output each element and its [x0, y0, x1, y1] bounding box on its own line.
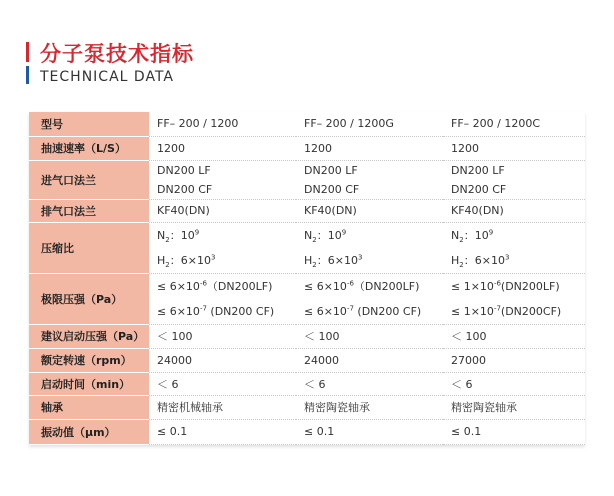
cell-line: $N_2$：$10^9$: [304, 227, 347, 244]
table-cell: [443, 160, 585, 199]
table-cell: ＜ 6: [296, 372, 443, 395]
cell-line: DN200 LF: [451, 163, 505, 177]
row-label: 型号: [29, 112, 149, 136]
page-title: 分子泵技术指标: [40, 42, 194, 66]
cell-line: DN200 CF: [304, 182, 360, 196]
cell-line: DN200 LF: [304, 163, 358, 177]
table-cell: 精密机械轴承: [149, 395, 296, 419]
table-row-rated-speed: [29, 348, 585, 372]
table-cell: [149, 273, 296, 324]
table-cell: FF– 200 / 1200G: [296, 112, 443, 136]
row-label: 极限压强（Pa）: [29, 273, 149, 324]
table-cell: 精密陶瓷轴承: [296, 395, 443, 419]
table-cell: FF– 200 / 1200: [149, 112, 296, 136]
table-cell: FF– 200 / 1200C: [443, 112, 585, 136]
table-row-start-time: [29, 372, 585, 395]
table-cell: ＜ 6: [443, 372, 585, 395]
table-cell: [443, 273, 585, 324]
table-cell: [149, 222, 296, 273]
table-row-compression-ratio: [29, 222, 585, 273]
header-accent-bar-blue: [26, 66, 29, 84]
table-row-pumping-speed: [29, 136, 585, 160]
table-cell: 24000: [149, 348, 296, 372]
table-cell: 1200: [149, 136, 296, 160]
table-cell: ≤ 0.1: [149, 419, 296, 444]
row-label: 压缩比: [29, 222, 149, 273]
page-subtitle: TECHNICAL DATA: [40, 69, 174, 85]
table-cell: KF40(DN): [149, 199, 296, 222]
table-cell: ≤ 0.1: [296, 419, 443, 444]
row-label: 排气口法兰: [29, 199, 149, 222]
cell-line: ≤ $6\times 10^{-7}$ (DN200 CF): [304, 303, 422, 318]
table-cell: 1200: [296, 136, 443, 160]
cell-line: $N_2$：$10^9$: [157, 227, 200, 244]
table-cell: [443, 222, 585, 273]
cell-line: $H_2$：$6\times 10^3$: [157, 252, 216, 269]
table-row-vibration: [29, 419, 585, 444]
cell-line: ≤ $6\times 10^{-6}(DN200LF)$: [304, 278, 420, 293]
cell-line: ≤ $6\times 10^{-7}$ (DN200 CF): [157, 303, 275, 318]
table-row-model: [29, 112, 585, 136]
spec-table: [29, 112, 585, 445]
table-row-exhaust-flange: [29, 199, 585, 222]
cell-line: ≤ $6\times 10^{-6}(DN200LF)$: [157, 278, 273, 293]
table-cell: ＜ 6: [149, 372, 296, 395]
cell-line: ≤ $1\times 10^{-7}(DN200CF)$: [451, 303, 562, 318]
cell-line: $H_2$：$6\times 10^3$: [451, 252, 510, 269]
header-accent-bar-red: [26, 42, 29, 62]
cell-line: $H_2$：$6\times 10^3$: [304, 252, 363, 269]
table-cell: 精密陶瓷轴承: [443, 395, 585, 419]
row-label: 进气口法兰: [29, 160, 149, 199]
row-label: 启动时间（min）: [29, 372, 149, 395]
table-cell: KF40(DN): [443, 199, 585, 222]
cell-line: DN200 CF: [451, 182, 507, 196]
row-label: 额定转速（rpm）: [29, 348, 149, 372]
table-row-bearing: [29, 395, 585, 419]
cell-line: DN200 LF: [157, 163, 211, 177]
table-cell: 27000: [443, 348, 585, 372]
row-label: 振动值（μm）: [29, 419, 149, 444]
cell-line: $N_2$：$10^9$: [451, 227, 494, 244]
row-label: 轴承: [29, 395, 149, 419]
table-cell: [296, 222, 443, 273]
table-cell: [296, 273, 443, 324]
table-cell: ＜ 100: [149, 324, 296, 348]
table-cell: [296, 160, 443, 199]
table-cell: ＜ 100: [443, 324, 585, 348]
cell-line: ≤ $1\times 10^{-6}(DN200LF)$: [451, 278, 560, 293]
table-row-inlet-flange: [29, 160, 585, 199]
table-row-ultimate-pressure: [29, 273, 585, 324]
cell-line: DN200 CF: [157, 182, 213, 196]
row-label: 抽速速率（L/S）: [29, 136, 149, 160]
table-cell: [149, 160, 296, 199]
table-cell: KF40(DN): [296, 199, 443, 222]
table-row-start-pressure: [29, 324, 585, 348]
table-cell: ≤ 0.1: [443, 419, 585, 444]
table-cell: ＜ 100: [296, 324, 443, 348]
table-cell: 1200: [443, 136, 585, 160]
table-cell: 24000: [296, 348, 443, 372]
row-label: 建议启动压强（Pa）: [29, 324, 149, 348]
